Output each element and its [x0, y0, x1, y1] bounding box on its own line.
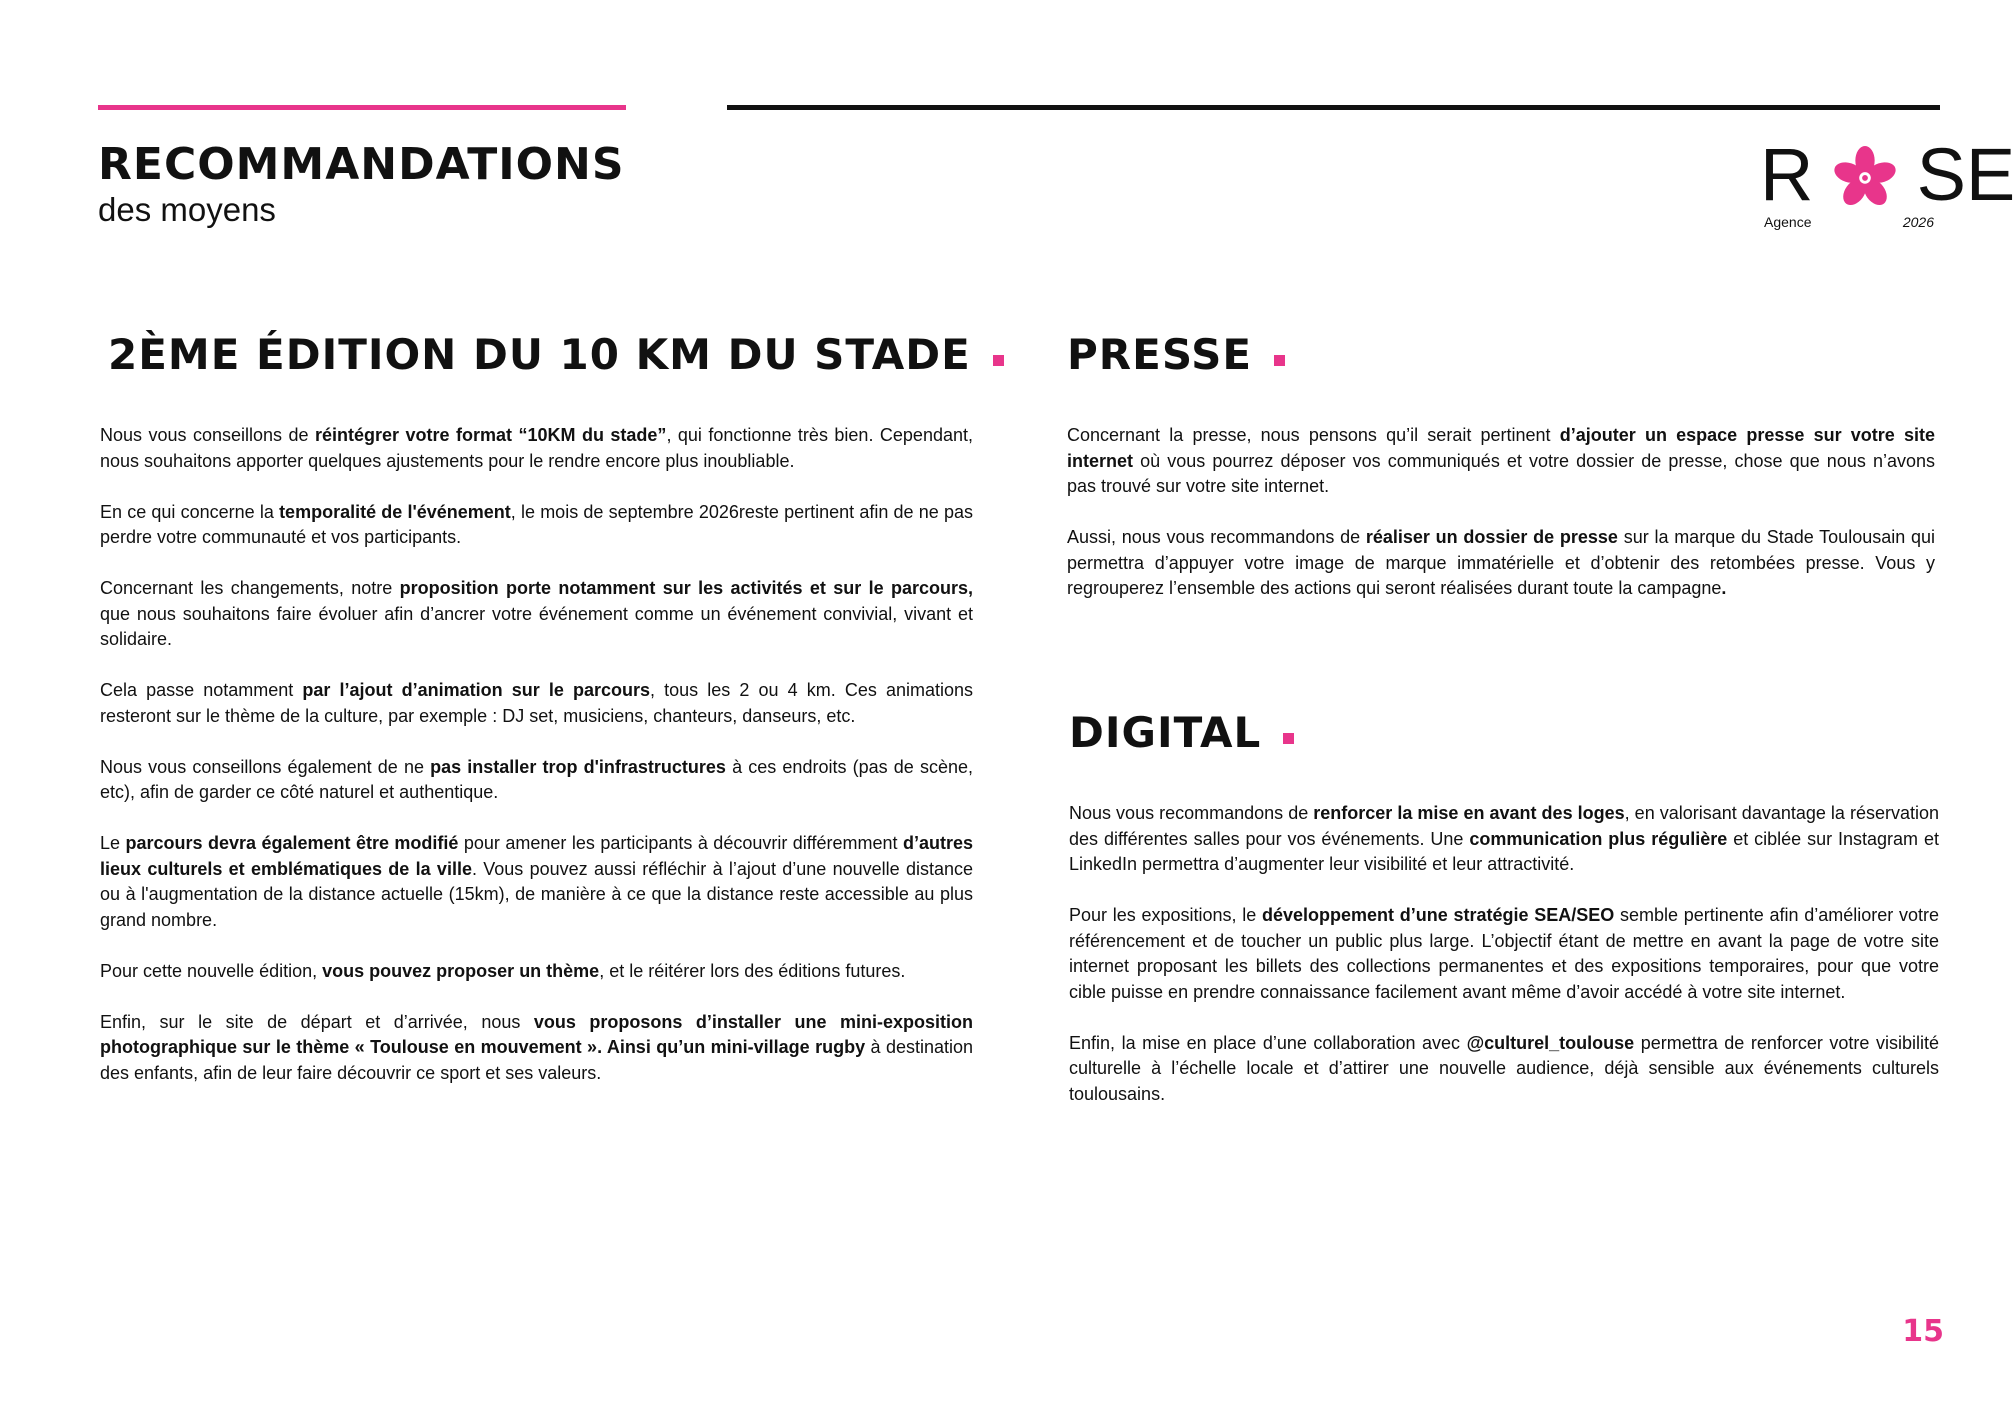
- section-title-text: DIGITAL: [1069, 708, 1262, 757]
- bold-text: parcours devra également être modifié: [125, 833, 459, 853]
- section-title-10km: [108, 325, 973, 385]
- accent-square-icon: [993, 355, 1004, 366]
- bold-text: pas installer trop d'infrastructures: [430, 756, 726, 777]
- paragraph: [100, 755, 973, 806]
- logo-wordmark: [1760, 133, 2015, 216]
- paragraph: [100, 678, 973, 729]
- paragraph: [1069, 801, 1939, 878]
- paragraph: [100, 576, 973, 653]
- paragraph: [1069, 903, 1939, 1005]
- section-title-digital: [1069, 703, 1939, 763]
- text-run: semble pertinente afin d’améliorer votre référencement et de toucher un public plus large. L’objectif étant de mettre en avant la page de votre site internet proposant les billets des collections permanentes et des expositions temporaires, pour que votre cible puisse en prendre connaissance facilement avant même d’avoir accédé à votre site internet.: [1069, 905, 1939, 1002]
- bold-text: communication plus régulière: [1469, 828, 1728, 849]
- flower-icon: [1836, 144, 1894, 208]
- section-digital: [1069, 703, 1939, 1133]
- accent-square-icon: [1283, 733, 1294, 744]
- bold-text: .: [1721, 578, 1727, 598]
- section-10km: [100, 325, 973, 1112]
- bold-text: par l’ajout d’animation sur le parcours: [302, 680, 651, 700]
- logo-agence-label: Agence: [1764, 214, 1812, 230]
- text-run: pour amener les participants à découvrir différemment: [458, 833, 903, 853]
- bold-text: vous pouvez proposer un thème: [322, 960, 600, 981]
- bold-text: temporalité de l'événement: [279, 501, 511, 522]
- text-run: Pour cette nouvelle édition,: [100, 960, 323, 981]
- page-subtitle: des moyens: [98, 191, 276, 228]
- paragraph: [100, 959, 973, 985]
- text-run: , qui fonctionne très bien. Cependant, nous souhaitons apporter quelques ajustements pour le rendre encore plus inoubliable.: [100, 425, 973, 471]
- header-rule-black: [727, 105, 1940, 110]
- rose-agency-logo: [1760, 133, 2015, 235]
- text-run: où vous pourrez déposer vos communiqués et votre dossier de presse, chose que nous n’avons pas trouvé sur votre site internet.: [1067, 450, 1935, 496]
- section-body-presse: [1067, 423, 1935, 602]
- bold-text: réintégrer votre format “10KM du stade”: [315, 425, 667, 445]
- text-run: à destination des enfants, afin de leur faire découvrir ce sport et ses valeurs.: [100, 1037, 974, 1083]
- paragraph: [100, 500, 973, 551]
- text-run: Pour les expositions, le: [1069, 905, 1262, 925]
- text-run: Le: [100, 833, 126, 853]
- logo-letters-se: SE: [1916, 133, 2015, 216]
- section-body-digital: [1069, 801, 1939, 1107]
- paragraph: [100, 423, 973, 474]
- paragraph: [1067, 525, 1935, 602]
- text-run: permettra de renforcer votre visibilité culturelle à l’échelle locale et d’attirer une nouvelle audience, déjà sensible aux événements culturels toulousains.: [1069, 1032, 1940, 1104]
- section-title-text: 2ÈME ÉDITION DU 10 KM DU STADE: [108, 330, 971, 379]
- bold-text: d’autres lieux culturels et emblématiques de la ville: [100, 833, 973, 879]
- text-run: , le mois de septembre 2026reste pertinent afin de ne pas perdre votre communauté et vos participants.: [100, 501, 973, 547]
- text-run: , tous les 2 ou 4 km. Ces animations resteront sur le thème de la culture, par exemple : DJ set, musiciens, chanteurs, danseurs, etc.: [100, 680, 973, 726]
- text-run: Nous vous conseillons également de ne: [100, 756, 431, 777]
- accent-square-icon: [1274, 355, 1285, 366]
- text-run: et ciblée sur Instagram et LinkedIn permettra d’augmenter leur visibilité et leur attractivité.: [1069, 828, 1939, 874]
- text-run: que nous souhaitons faire évoluer afin d’ancrer votre événement comme un événement convivial, vivant et solidaire.: [100, 603, 973, 649]
- section-title-text: PRESSE: [1067, 330, 1253, 379]
- text-run: Cela passe notamment: [100, 680, 303, 700]
- text-run: Enfin, sur le site de départ et d’arrivée, nous: [100, 1011, 534, 1032]
- page-number: 15: [1902, 1314, 1944, 1349]
- bold-text: d’ajouter un espace presse sur votre site internet: [1067, 425, 1935, 471]
- bold-text: développement d’une stratégie SEA/SEO: [1261, 905, 1615, 925]
- text-run: Nous vous recommandons de: [1069, 803, 1314, 823]
- text-run: Concernant les changements, notre: [100, 578, 400, 598]
- bold-text: proposition porte notamment sur les activités et sur le parcours,: [399, 578, 973, 598]
- text-run: Nous vous conseillons de: [100, 425, 315, 445]
- text-run: sur la marque du Stade Toulousain qui permettra d’appuyer votre image de marque immatérielle et d’obtenir des retombées presse. Vous y regrouperez l’ensemble des actions qui seront réalisées durant toute la campagne: [1067, 527, 1935, 598]
- text-run: à ces endroits (pas de scène, etc), afin de garder ce côté naturel et authentique.: [100, 756, 973, 802]
- text-run: Enfin, la mise en place d’une collaboration avec: [1069, 1032, 1467, 1053]
- text-run: Concernant la presse, nous pensons qu’il serait pertinent: [1067, 425, 1560, 445]
- paragraph: [1067, 423, 1935, 500]
- text-run: En ce qui concerne la: [100, 501, 280, 522]
- bold-text: réaliser un dossier de presse: [1365, 527, 1618, 547]
- text-run: . Vous pouvez aussi réfléchir à l’ajout d’une nouvelle distance ou à l'augmentation de la distance actuelle (15km), de manière à ce que la distance reste accessible au plus grand nombre.: [100, 858, 974, 930]
- section-body-10km: [100, 423, 973, 1086]
- logo-letter-r: R: [1760, 133, 1814, 216]
- section-presse: [1067, 325, 1935, 627]
- bold-text: renforcer la mise en avant des loges: [1313, 803, 1625, 823]
- text-run: Aussi, nous vous recommandons de: [1067, 527, 1366, 547]
- paragraph: [100, 1010, 973, 1087]
- logo-year-label: 2026: [1902, 214, 1934, 230]
- text-run: , en valorisant davantage la réservation des différentes salles pour vos événements. Une: [1069, 803, 1940, 849]
- header-rule-pink: [98, 105, 626, 110]
- section-title-presse: [1067, 325, 1935, 385]
- paragraph: [100, 831, 973, 933]
- page-title: RECOMMANDATIONS: [98, 139, 625, 190]
- bold-text: @culturel_toulouse: [1466, 1032, 1635, 1053]
- paragraph: [1069, 1031, 1939, 1108]
- text-run: , et le réitérer lors des éditions futures.: [599, 960, 906, 981]
- bold-text: vous proposons d’installer une mini-exposition photographique sur le thème « Toulouse en mouvement ». Ainsi qu’un mini-village rugby: [100, 1011, 973, 1057]
